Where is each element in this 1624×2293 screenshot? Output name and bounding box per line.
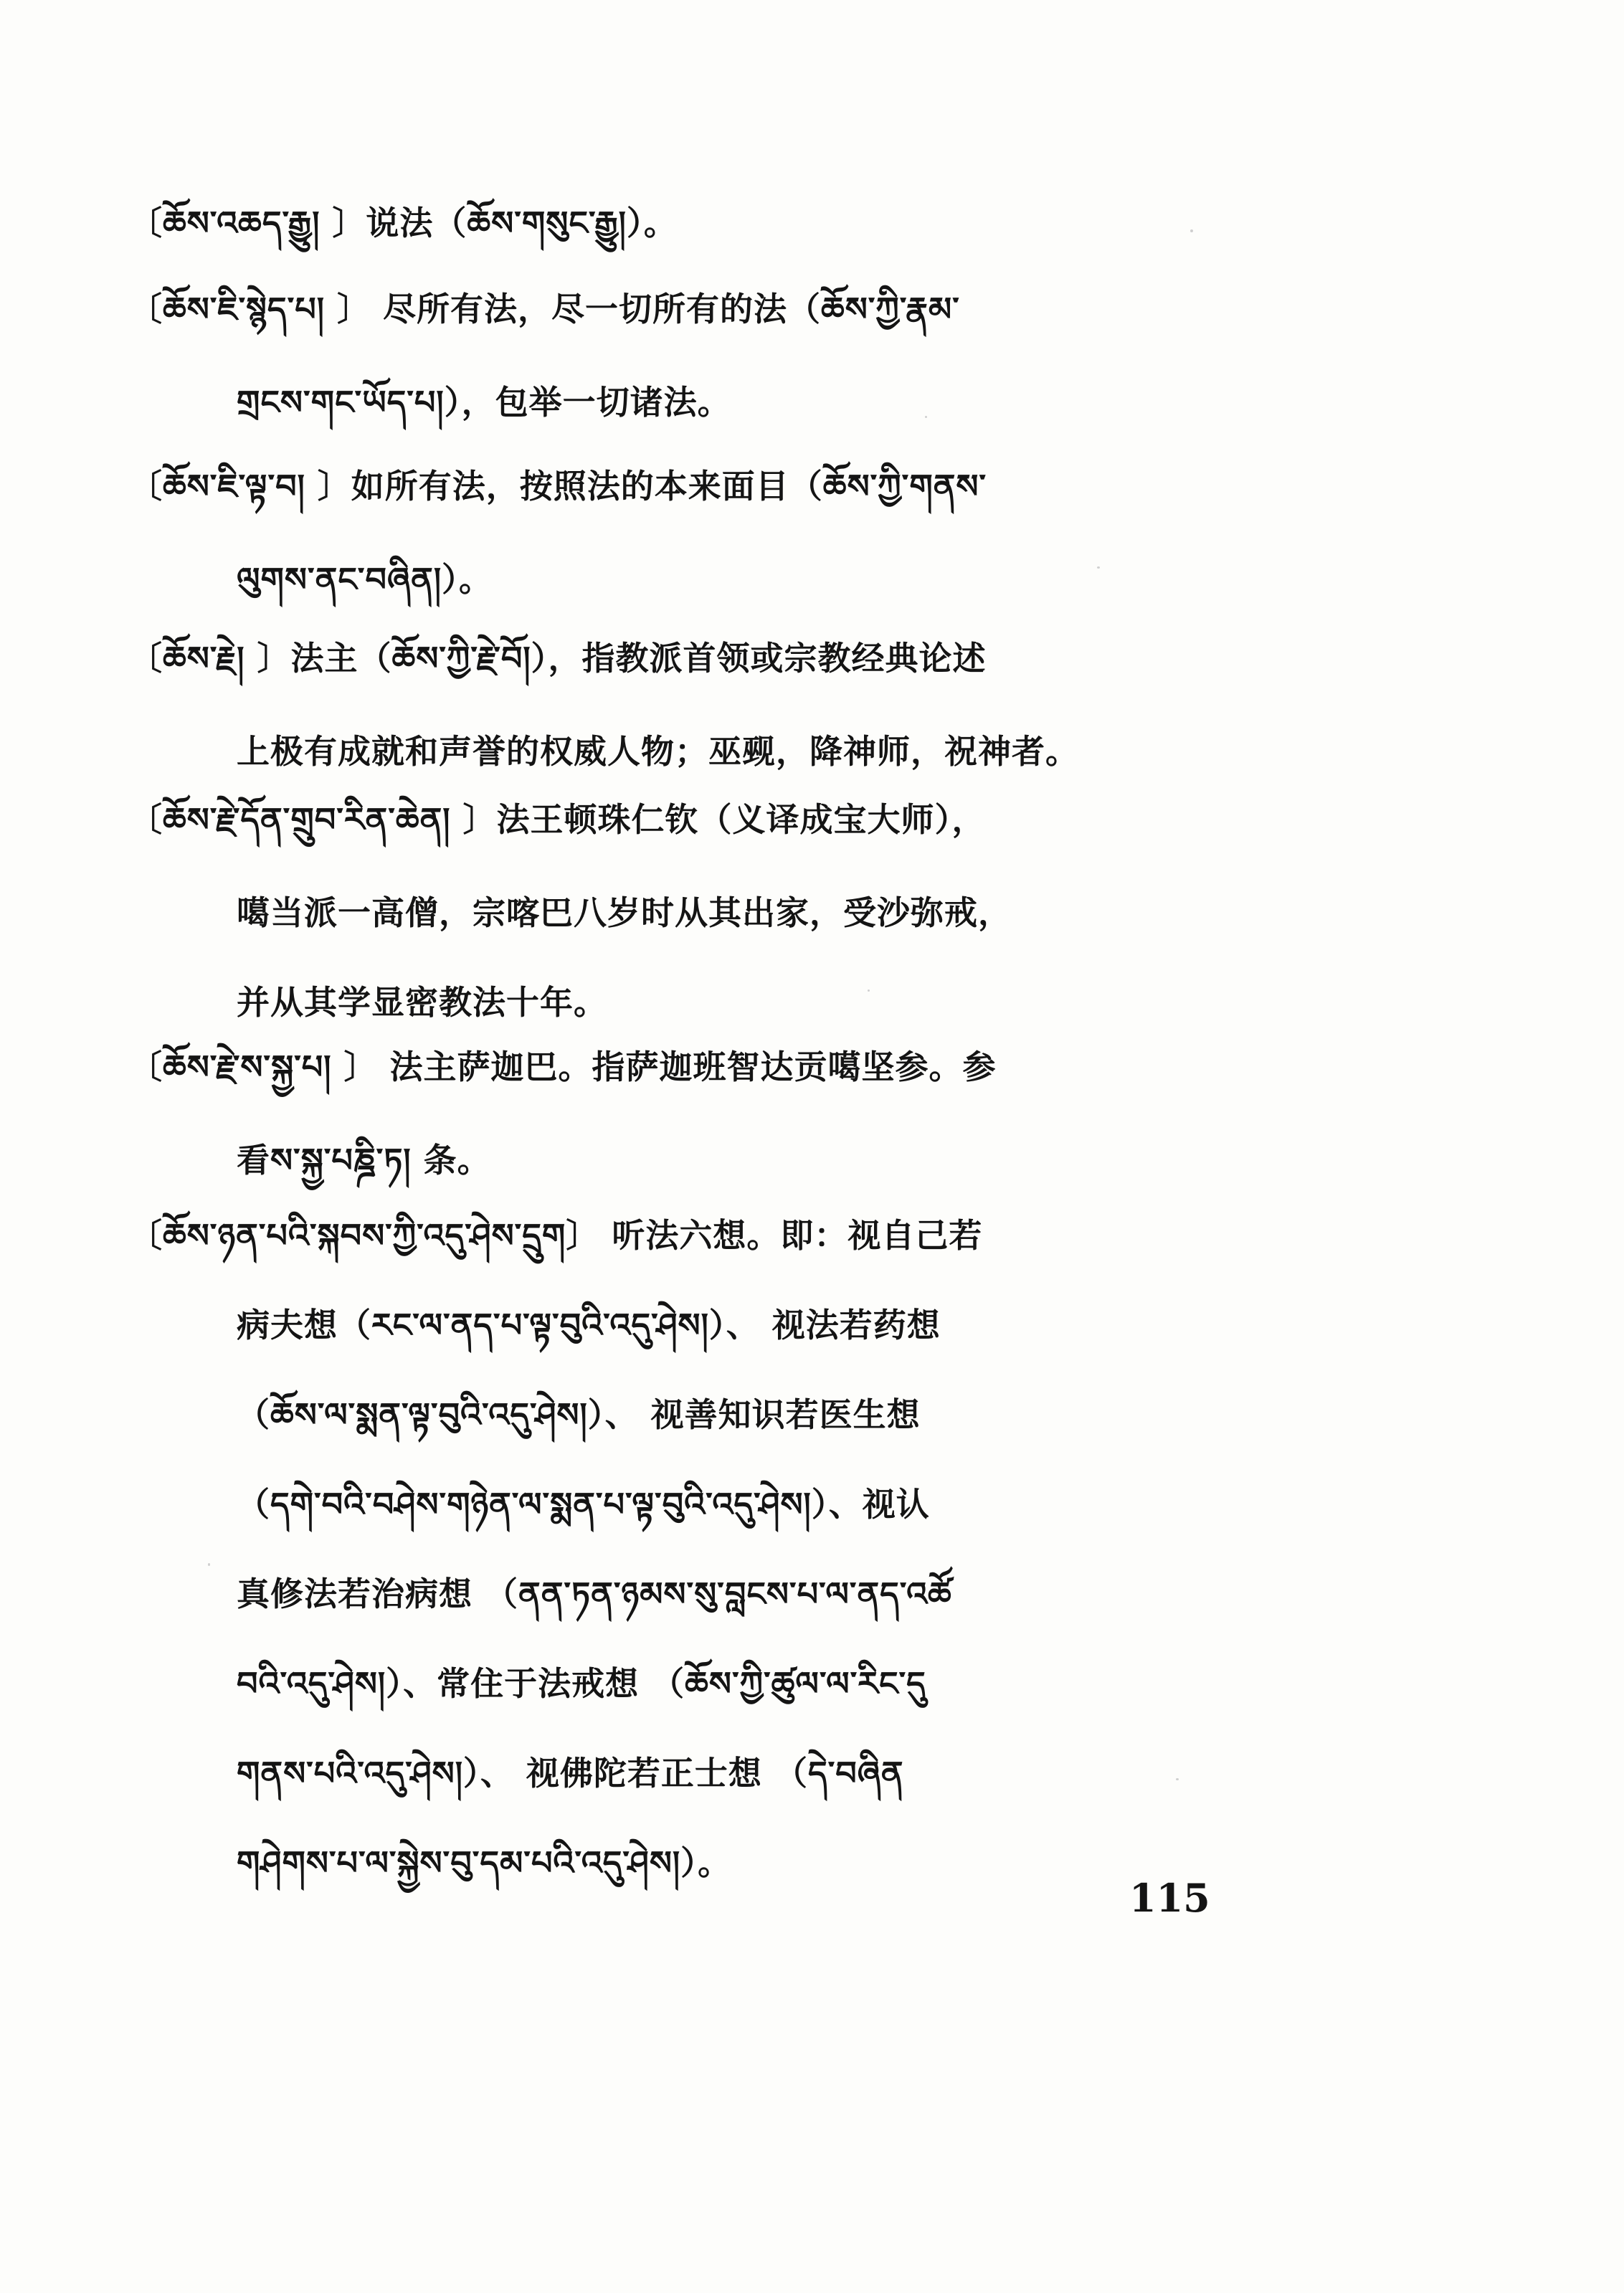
entry-chos-chad-rgyu: [129, 203, 1248, 289]
entry-chos-ji-snyed-pa: [129, 289, 1248, 468]
entry-line: （ཆོས་ལ་སྨན་ལྟ་བུའི་འདུ་ཤེས།）、 视善知识若医生想: [237, 1395, 921, 1434]
entry-line: 〔ཆོས་ཇི་ལྟ་བ། 〕如所有法，按照法的本来面目（ཆོས་ཀྱི་གནས་: [129, 467, 987, 505]
scan-speck: [1190, 229, 1193, 232]
scan-speck: [1097, 566, 1100, 569]
entry-line: （དགེ་བའི་བཤེས་གཉེན་ལ་སྨན་པ་ལྟ་བུའི་འདུ་ཤེས།）、视认: [237, 1485, 930, 1524]
entry-chos-rje-don-grub-rin-chen: [129, 799, 1248, 1065]
scan-speck: [1176, 1778, 1179, 1780]
entry-line: བའི་འདུ་ཤེས།）、常住于法戒想 （ཆོས་ཀྱི་ཚུལ་ལ་རིང་དུ: [237, 1664, 926, 1703]
entry-line: གཤེགས་པ་ལ་སྐྱེས་བུ་དམ་པའི་འདུ་ཤེས།）。: [237, 1843, 732, 1882]
entry-line: 〔ཆོས་རྗེ་ས་སྐྱ་པ། 〕 法主萨迦巴。指萨迦班智达贡噶坚参。参: [129, 1048, 997, 1086]
scan-speck: [208, 1563, 210, 1566]
entry-line: 〔ཆོས་རྗེ། 〕法主（ཆོས་ཀྱི་རྗེ་བོ།），指教派首领或宗教经典论述: [129, 639, 987, 678]
entry-line: 并从其学显密教法十年。: [237, 983, 607, 1022]
scan-speck: [868, 989, 870, 992]
entry-line: 〔ཆོས་རྗེ་དོན་གྲུབ་རིན་ཆེན། 〕法王顿珠仁钦（义译成宝大师），: [129, 800, 986, 839]
entry-line: 噶当派一高僧，宗喀巴八岁时从其出家，受沙弥戒，: [237, 893, 1012, 932]
entry-line: གྲངས་གང་ཡོད་པ།），包举一切诸法。: [237, 383, 731, 422]
entry-line: 病夫想（རང་ལ་ནད་པ་ལྟ་བུའི་འདུ་ཤེས།）、 视法若药想: [237, 1306, 941, 1344]
entry-line: 〔ཆོས་ཇི་སྙེད་པ། 〕 尽所有法，尽一切所有的法（ཆོས་ཀྱི་རྣམ་: [129, 290, 960, 328]
entry-chos-nyan-pa-du-shes-drug: [129, 1215, 1248, 1932]
entry-line: 〔ཆོས་ཉན་པའི་སྐབས་ཀྱི་འདུ་ཤེས་དྲུག〕 听法六想。即：视自己若: [129, 1216, 983, 1255]
entry-line: 真修法若治病想 （ནན་ཏན་ཉམས་སུ་བླངས་པ་ལ་ནད་འཚོ: [237, 1575, 952, 1613]
page-number: 115: [1129, 1875, 1210, 1921]
entry-chos-rje-sa-skya-pa: [129, 1047, 1248, 1226]
entry-line: གནས་པའི་འདུ་ཤེས།）、 视佛陀若正士想 （དེ་བཞིན: [237, 1754, 904, 1793]
entry-line: 上极有成就和声誉的权威人物；巫觋，降神师，祝神者。: [237, 732, 1079, 771]
entry-line: 〔ཆོས་འཆད་རྒྱུ། 〕说法（ཆོས་གསུང་རྒྱུ།）。: [129, 204, 678, 242]
entry-line: 看ས་སྐྱ་པཎྜི་ཏ། 条。: [237, 1141, 491, 1179]
scan-speck: [925, 416, 927, 418]
entry-chos-ji-lta-ba: [129, 466, 1248, 645]
entry-line: ལུགས་ནང་བཞིན།）。: [237, 560, 493, 599]
entry-chos-rje: [129, 638, 1248, 817]
